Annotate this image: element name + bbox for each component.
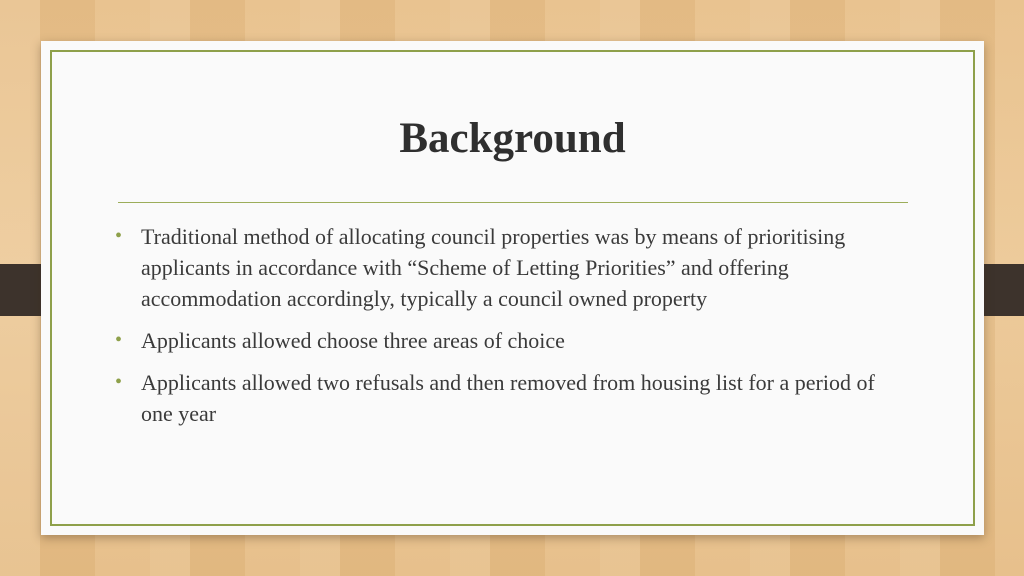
bullet-item-1	[113, 221, 903, 314]
bullet-text: Applicants allowed choose three areas of choice	[141, 328, 565, 353]
slide-card	[41, 41, 984, 535]
bullet-text: Traditional method of allocating council properties was by means of prioritising applicants in accordance with “Scheme of Letting Priorities” and offering accommodation accordingly, typically a council owned property	[141, 224, 846, 311]
slide-title: Background	[399, 115, 626, 162]
bullet-dot-icon: •	[115, 225, 123, 247]
bullet-dot-icon: •	[115, 371, 123, 393]
bullet-text: Applicants allowed two refusals and then removed from housing list for a period of one year	[141, 370, 875, 426]
bullet-item-3	[113, 367, 903, 429]
bullet-item-2	[113, 325, 903, 356]
bullet-dot-icon: •	[115, 329, 123, 351]
title-divider	[118, 202, 908, 203]
bullet-list	[113, 221, 903, 440]
